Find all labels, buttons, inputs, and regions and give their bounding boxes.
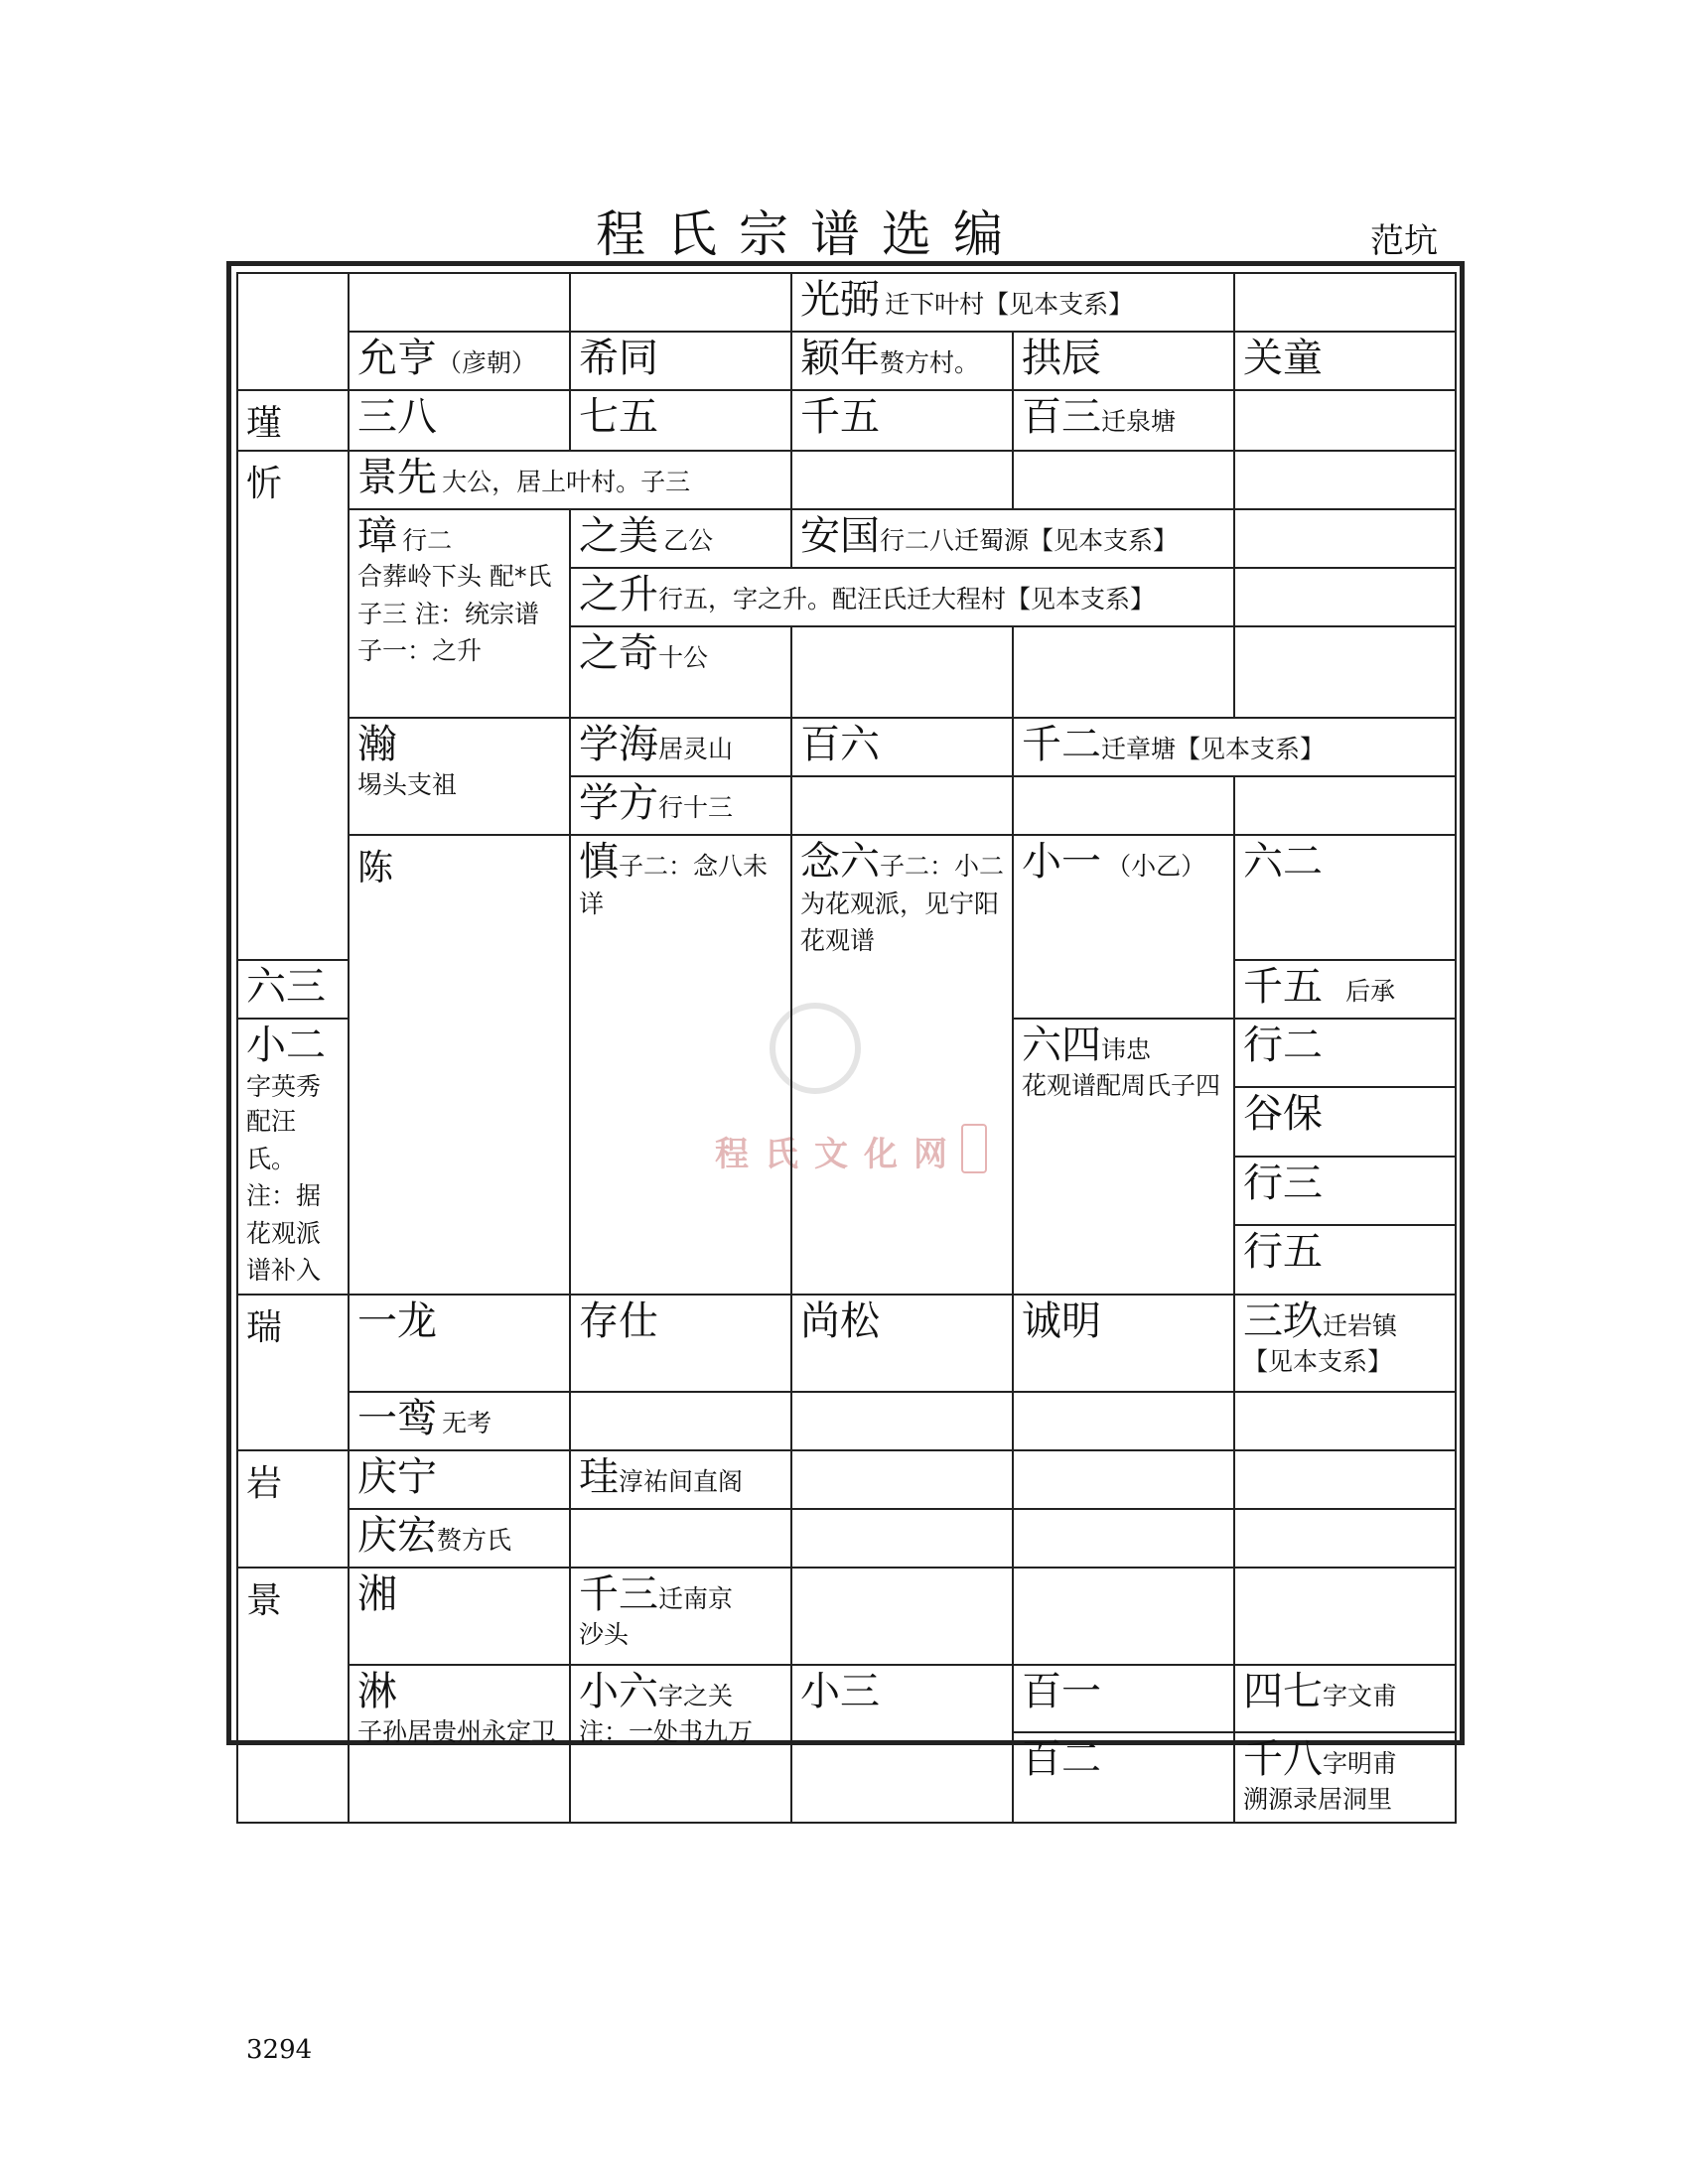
gen-cell-blank <box>237 273 349 390</box>
cell-empty <box>349 273 570 332</box>
person-note: 迁泉塘 <box>1101 407 1177 436</box>
person-name: 百六 <box>800 722 880 767</box>
generation-label: 岩 <box>237 1450 349 1568</box>
cell-hangsan <box>1234 1157 1456 1225</box>
cell-xuefang <box>570 776 791 835</box>
person-note: 字之关 <box>658 1681 734 1710</box>
person-name: 尚松 <box>800 1297 880 1344</box>
cell-empty <box>1234 1450 1456 1509</box>
person-name: 璋 <box>357 513 397 559</box>
person-name: 小三 <box>800 1668 880 1714</box>
person-name: 小一 <box>1022 839 1101 885</box>
person-name: 七五 <box>579 394 658 440</box>
person-name: 关童 <box>1243 336 1324 381</box>
cell-empty <box>1234 273 1456 332</box>
person-note: 行二 <box>402 526 453 555</box>
page-title: 程氏宗谱选编 <box>596 205 1025 263</box>
person-note: 迁下叶村【见本支系】 <box>885 290 1134 319</box>
cell-xitong <box>570 332 791 390</box>
cell-empty <box>570 1509 791 1568</box>
cell-gubao <box>1234 1087 1456 1156</box>
person-detail: 配汪氏。注：据花观派谱补入 <box>246 1107 322 1285</box>
person-note: 赘方村。 <box>880 348 980 377</box>
person-name: 之升 <box>579 572 658 617</box>
cell-liusan <box>237 960 349 1019</box>
person-name: 百三 <box>1022 394 1101 440</box>
person-name: 拱辰 <box>1022 336 1101 381</box>
cell-zhiqi <box>570 626 791 718</box>
cell-han <box>349 718 570 835</box>
person-note: 字明甫 <box>1323 1748 1398 1778</box>
person-note: 迁岩镇 <box>1323 1310 1398 1340</box>
cell-qianer <box>1013 718 1456 776</box>
cell-empty <box>1013 1509 1234 1568</box>
person-name: 庆宏 <box>357 1512 437 1559</box>
person-note: 淳祐间直阁 <box>619 1466 744 1496</box>
person-name: 之奇 <box>579 630 658 676</box>
person-name: 慎 <box>579 839 619 885</box>
person-detail: 【见本支系】 <box>1243 1346 1393 1376</box>
person-name: 颖年 <box>800 336 880 381</box>
cell-empty <box>1234 626 1456 718</box>
generation-label: 陈 <box>349 835 570 1295</box>
cell-cunshi <box>570 1295 791 1392</box>
person-name: 诚明 <box>1022 1297 1101 1344</box>
person-note: （彦朝） <box>437 348 537 377</box>
cell-liusi <box>1013 1019 1234 1295</box>
cell-qingning <box>349 1450 570 1509</box>
cell-qiwu <box>570 390 791 451</box>
person-name: 千八 <box>1243 1735 1324 1782</box>
cell-yiluan <box>349 1392 570 1450</box>
cell-zhisheng <box>570 568 1234 626</box>
person-note: 子二：小二为花观派，见宁阳花观谱 <box>800 852 1005 955</box>
cell-jingxian <box>349 451 791 509</box>
person-name: 珪 <box>579 1453 619 1500</box>
person-name: 存仕 <box>579 1297 658 1344</box>
person-detail: 花观谱配周氏子四 <box>1022 1071 1221 1100</box>
cell-qianwu-2 <box>1234 960 1456 1019</box>
person-name: 光弼 <box>800 277 880 323</box>
cell-sanjiu <box>1234 1295 1456 1392</box>
person-detail: 合葬岭下头 配*氏子三 注：统宗谱子一：之升 <box>357 562 552 665</box>
person-name: 六二 <box>1243 839 1324 885</box>
cell-gui <box>570 1450 791 1509</box>
cell-xiaoyi <box>1013 835 1234 1019</box>
person-name: 百二 <box>1022 1735 1101 1782</box>
generation-label: 忻 <box>237 451 349 960</box>
cell-xiaosan <box>791 1665 1013 1824</box>
place-name: 范坑 <box>1370 221 1438 261</box>
person-name: 湘 <box>357 1570 397 1617</box>
person-note: 乙公 <box>663 526 714 555</box>
person-name: 小六 <box>579 1668 658 1714</box>
person-detail: 溯源录居洞里 <box>1243 1784 1393 1814</box>
watermark-text: 程氏文化网 <box>715 1135 963 1174</box>
cell-empty <box>1234 1509 1456 1568</box>
person-note: 子二：念八未详 <box>579 852 769 918</box>
cell-zhang <box>349 509 570 718</box>
person-name: 千三 <box>579 1570 658 1617</box>
cell-empty <box>791 1450 1013 1509</box>
person-name: 安国 <box>800 513 880 559</box>
person-name: 学方 <box>579 780 658 826</box>
person-name: 小二 <box>246 1023 326 1068</box>
person-name: 千五 <box>1243 964 1324 1010</box>
person-note: 居灵山 <box>658 735 734 763</box>
cell-empty <box>1234 451 1456 509</box>
person-note: 迁章塘【见本支系】 <box>1101 735 1326 763</box>
cell-empty <box>1013 451 1234 509</box>
person-detail: 注：一处书九万 <box>579 1716 754 1746</box>
cell-empty <box>791 1509 1013 1568</box>
generation-label: 瑞 <box>237 1295 349 1450</box>
cell-empty <box>1013 1392 1234 1450</box>
cell-bailiu <box>791 718 1013 776</box>
person-note: 无考 <box>442 1408 492 1437</box>
cell-empty <box>570 1392 791 1450</box>
cell-yunheng <box>349 332 570 390</box>
person-detail: 埸头支祖 <box>357 770 458 799</box>
cell-chengming <box>1013 1295 1234 1392</box>
cell-empty <box>1013 776 1234 835</box>
person-note: 字文甫 <box>1323 1681 1398 1710</box>
person-name: 谷保 <box>1243 1091 1324 1138</box>
person-name: 学海 <box>579 722 658 767</box>
cell-empty <box>570 273 791 332</box>
person-name: 六三 <box>246 964 326 1010</box>
cell-empty <box>1234 1392 1456 1450</box>
cell-shen <box>570 835 791 1295</box>
person-name: 之美 <box>579 513 658 559</box>
cell-qinghong <box>349 1509 570 1568</box>
cell-empty <box>1234 1568 1456 1665</box>
genealogy-table <box>236 272 1457 1824</box>
cell-baiyi <box>1013 1665 1234 1732</box>
cell-guantong <box>1234 332 1456 390</box>
cell-baier <box>1013 1732 1234 1824</box>
person-name: 希同 <box>579 336 658 381</box>
person-note: 十公 <box>658 643 709 672</box>
cell-gongchen <box>1013 332 1234 390</box>
cell-empty <box>1234 509 1456 568</box>
person-detail: 子孙居贵州永定卫 <box>357 1716 557 1746</box>
cell-qiansan <box>570 1568 791 1665</box>
cell-xiaoliu <box>570 1665 791 1824</box>
person-name: 千二 <box>1022 722 1101 767</box>
person-name: 庆宁 <box>357 1453 437 1500</box>
cell-empty <box>791 451 1013 509</box>
cell-empty <box>791 1568 1013 1665</box>
cell-zhimei <box>570 509 791 568</box>
cell-empty <box>1234 776 1456 835</box>
person-note: 迁南京 <box>658 1583 734 1613</box>
person-name: 行二 <box>1243 1023 1324 1068</box>
cell-empty <box>791 626 1013 718</box>
cell-hangwu <box>1234 1225 1456 1294</box>
person-name: 景先 <box>357 455 437 500</box>
person-note: 赘方氏 <box>437 1525 512 1555</box>
person-name: 行三 <box>1243 1160 1324 1206</box>
cell-lin <box>349 1665 570 1824</box>
person-detail: 沙头 <box>579 1619 630 1649</box>
person-note: 后承 <box>1345 977 1396 1006</box>
person-note: 讳忠 <box>1101 1035 1152 1064</box>
cell-xuehai <box>570 718 791 776</box>
person-name: 念六 <box>800 839 880 885</box>
person-name: 三八 <box>357 394 437 440</box>
cell-anguo <box>791 509 1234 568</box>
person-note: 字英秀 <box>246 1072 322 1101</box>
cell-empty <box>1013 626 1234 718</box>
cell-empty <box>1013 1450 1234 1509</box>
person-name: 行五 <box>1243 1229 1324 1276</box>
person-note: 大公，居上叶村。子三 <box>442 468 691 496</box>
cell-baisan <box>1013 390 1234 451</box>
person-name: 瀚 <box>357 722 397 767</box>
person-name: 淋 <box>357 1668 397 1714</box>
cell-yilong <box>349 1295 570 1392</box>
cell-guangbi <box>791 273 1234 332</box>
cell-nianliu <box>791 835 1013 1295</box>
cell-siqi <box>1234 1665 1456 1732</box>
cell-hanger <box>1234 1019 1456 1087</box>
cell-empty <box>791 776 1013 835</box>
cell-shangsong <box>791 1295 1013 1392</box>
person-name: 允亨 <box>357 336 437 381</box>
person-name: 四七 <box>1243 1668 1324 1714</box>
cell-empty <box>1013 1568 1234 1665</box>
person-name: 三玖 <box>1243 1297 1324 1344</box>
cell-qianwu <box>791 390 1013 451</box>
person-name: 六四 <box>1022 1023 1101 1068</box>
cell-empty <box>1234 568 1456 626</box>
person-note: （小乙） <box>1106 852 1206 881</box>
cell-liuer <box>1234 835 1456 960</box>
cell-qianba <box>1234 1732 1456 1824</box>
person-name: 千五 <box>800 394 880 440</box>
person-name: 百一 <box>1022 1668 1101 1714</box>
generation-label: 景 <box>237 1568 349 1824</box>
person-name: 一龙 <box>357 1297 437 1344</box>
person-note: 行五，字之升。配汪氏迁大程村【见本支系】 <box>658 585 1156 614</box>
cell-empty <box>1234 390 1456 451</box>
cell-sanba <box>349 390 570 451</box>
cell-xiaoer <box>237 1019 349 1295</box>
person-note: 行二八迁蜀源【见本支系】 <box>880 526 1179 555</box>
cell-yingnian <box>791 332 1013 390</box>
generation-label: 瑾 <box>237 390 349 451</box>
person-note: 行十三 <box>658 793 734 822</box>
person-name: 一鸾 <box>357 1395 437 1441</box>
cell-xiang <box>349 1568 570 1665</box>
cell-empty <box>791 1392 1013 1450</box>
page-number: 3294 <box>246 2035 313 2065</box>
